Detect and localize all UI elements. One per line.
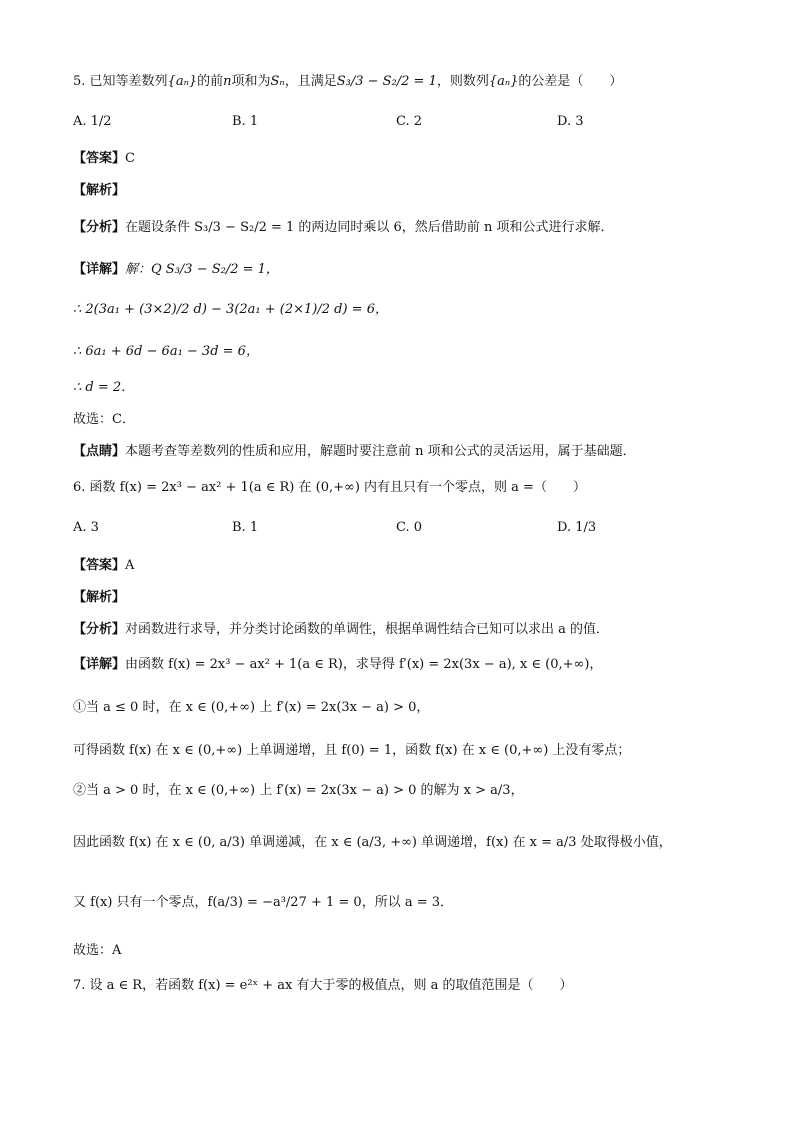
q5-detail-4: ∴ d = 2． — [73, 380, 135, 395]
q6-answer — [73, 556, 134, 576]
dianjing-tag: 【点睛】 — [73, 444, 126, 459]
q6-detail-6: 又 f(x) 只有一个零点，f(a/3) = −a³/27 + 1 = 0，所以 a = 3． — [73, 895, 454, 910]
answer-tag: 【答案】 — [73, 151, 126, 166]
q5-stem-part: 项和为 — [231, 74, 271, 89]
q6-option-b: B. 1 — [232, 520, 259, 535]
q5-detail-2: ∴ 2(3a₁ + (3×2)/2 d) − 3(2a₁ + (2×1)/2 d) = 6， — [73, 302, 388, 317]
q6-analysis-tag: 【解析】 — [73, 590, 126, 605]
q5-stem — [73, 72, 622, 92]
fenxi-text: 在题设条件 S₃/3 − S₂/2 = 1 的两边同时乘以 6，然后借助前 n 项和公式进行求解． — [125, 220, 614, 235]
q5-stem-part: ，则数列 — [436, 74, 489, 89]
q5-stem-part: 5. 已知等差数列 — [73, 74, 168, 89]
q5-stem-part: 的前 — [197, 74, 224, 89]
q6-stem: 6. 函数 f(x) = 2x³ − ax² + 1(a ∈ R) 在 (0,+∞) 内有且只有一个零点，则 a =（ ） — [73, 480, 586, 495]
q6-option-a: A. 3 — [73, 520, 99, 535]
detail-tag: 【详解】 — [73, 262, 126, 277]
fenxi-tag: 【分析】 — [73, 220, 126, 235]
q5-option-d: D. 3 — [557, 114, 584, 129]
q5-stem-part: 的公差是（ ） — [518, 74, 623, 89]
q6-choose: 故选：A — [73, 943, 122, 958]
q5-seq: {aₙ} — [167, 74, 198, 89]
fenxi-text: 对函数进行求导，并分类讨论函数的单调性，根据单调性结合已知可以求出 a 的值． — [125, 622, 610, 637]
q5-answer — [73, 149, 135, 169]
q6-detail-4: ②当 a > 0 时，在 x ∈ (0,+∞) 上 f′(x) = 2x(3x − a) > 0 的解为 x > a/3， — [73, 783, 524, 798]
q6-fenxi — [73, 620, 609, 640]
q6-option-c: C. 0 — [396, 520, 423, 535]
answer-value: A — [125, 558, 135, 573]
q6-detail-3: 可得函数 f(x) 在 x ∈ (0,+∞) 上单调递增，且 f(0) = 1，函数 f(x) 在 x ∈ (0,+∞) 上没有零点； — [73, 743, 631, 758]
q5-option-b: B. 1 — [232, 114, 259, 129]
q5-choose: 故选：C． — [73, 412, 135, 427]
q5-detail-1 — [73, 260, 279, 280]
detail-text: 由函数 f(x) = 2x³ − ax² + 1(a ∈ R)，求导得 f′(x) = 2x(3x − a), x ∈ (0,+∞)， — [125, 657, 603, 672]
q5-option-a: A. 1/2 — [73, 114, 112, 129]
answer-tag: 【答案】 — [73, 558, 126, 573]
q6-detail-1 — [73, 655, 602, 675]
q5-sn: Sₙ — [270, 74, 285, 89]
detail-tag: 【详解】 — [73, 657, 126, 672]
dianjing-text: 本题考查等差数列的性质和应用，解题时要注意前 n 项和公式的灵活运用，属于基础题． — [125, 444, 636, 459]
q6-detail-5: 因此函数 f(x) 在 x ∈ (0, a/3) 单调递减，在 x ∈ (a/3, +∞) 单调递增，f(x) 在 x = a/3 处取得极小值， — [73, 835, 672, 850]
answer-value: C — [125, 151, 135, 166]
q5-dianjing — [73, 442, 636, 462]
q5-detail-3: ∴ 6a₁ + 6d − 6a₁ − 3d = 6， — [73, 344, 259, 359]
q5-n: n — [223, 74, 232, 89]
detail-text: 解：Q S₃/3 − S₂/2 = 1， — [125, 262, 279, 277]
q6-detail-2: ①当 a ≤ 0 时，在 x ∈ (0,+∞) 上 f′(x) = 2x(3x − a) > 0， — [73, 700, 430, 715]
q5-stem-part: ，且满足 — [284, 74, 337, 89]
q5-analysis-tag: 【解析】 — [73, 183, 126, 198]
q7-stem: 7. 设 a ∈ R，若函数 f(x) = e²ˣ + ax 有大于零的极值点，则 a 的取值范围是（ ） — [73, 978, 573, 993]
q5-fenxi — [73, 218, 613, 238]
q5-seq: {aₙ} — [488, 74, 519, 89]
fenxi-tag: 【分析】 — [73, 622, 126, 637]
q5-option-c: C. 2 — [396, 114, 423, 129]
q6-option-d: D. 1/3 — [557, 520, 597, 535]
q5-condition: S₃/3 − S₂/2 = 1 — [336, 74, 437, 89]
